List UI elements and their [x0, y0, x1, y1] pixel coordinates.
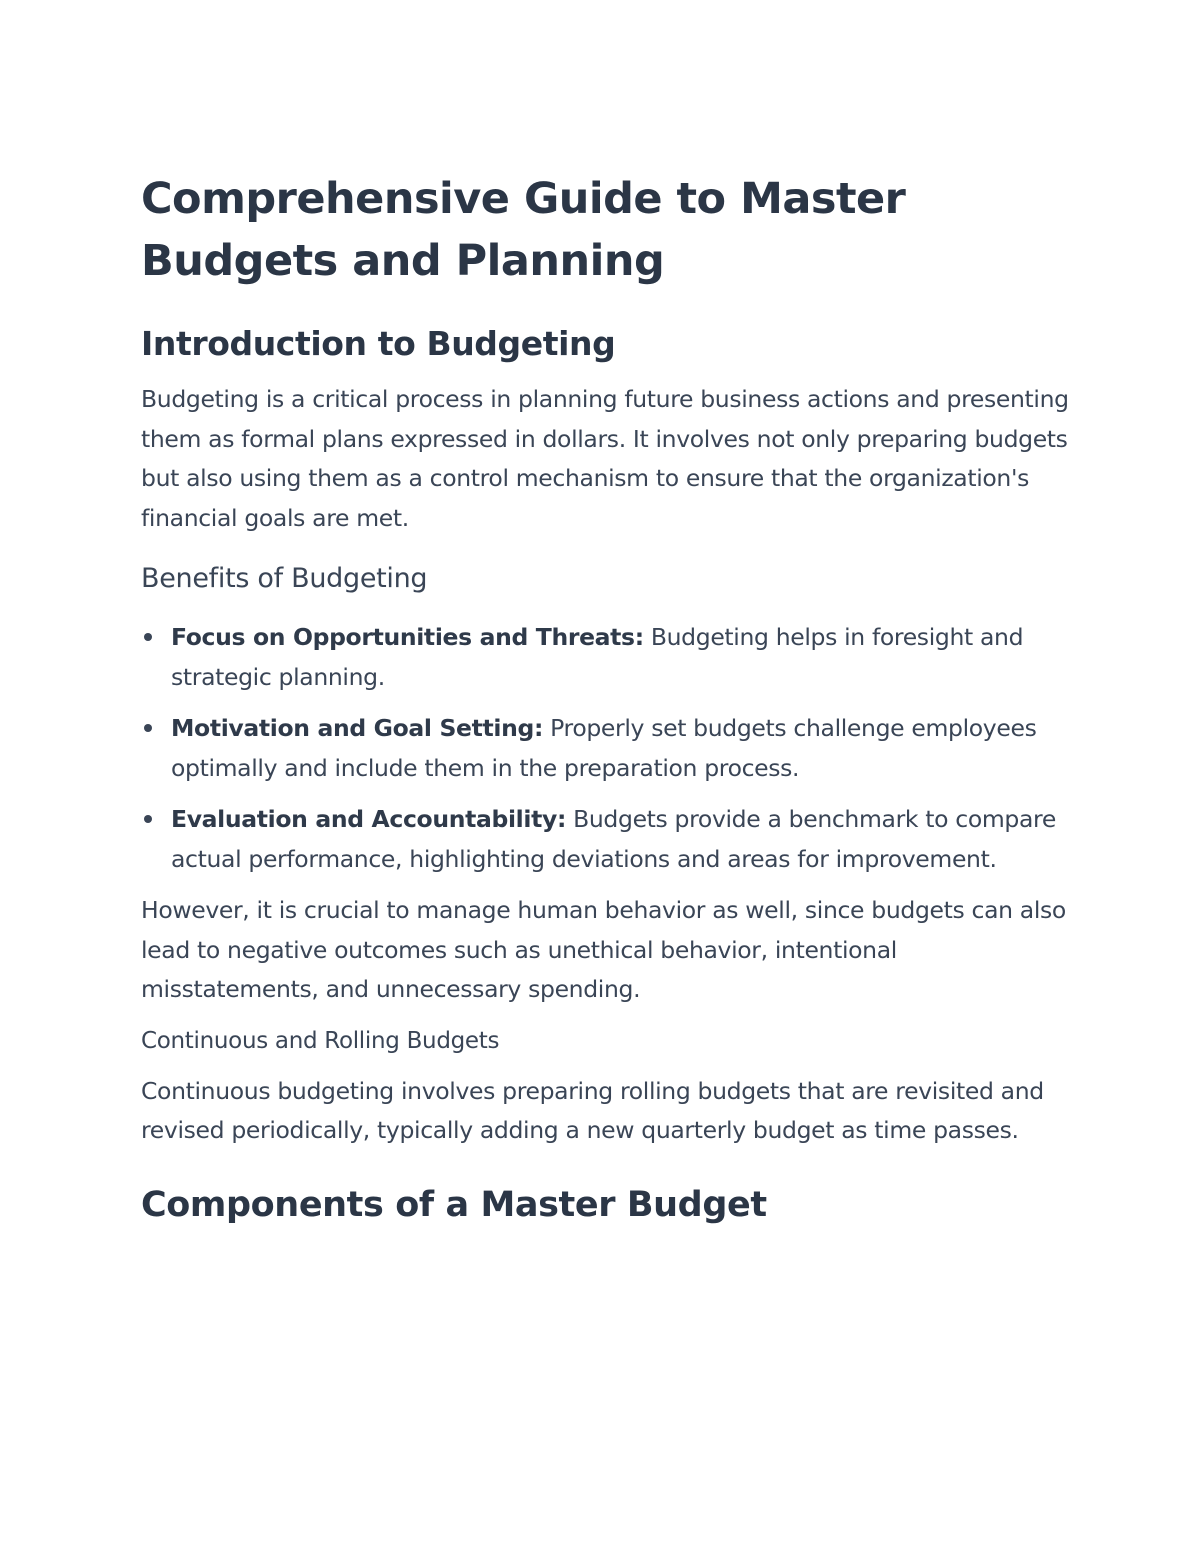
list-item: [141, 709, 1071, 788]
bullet-icon: [144, 724, 152, 732]
continuous-heading: Continuous and Rolling Budgets: [141, 1027, 500, 1054]
list-item: [141, 618, 1071, 697]
benefit-term: Evaluation and Accountability:: [171, 805, 566, 833]
benefits-heading: Benefits of Budgeting: [141, 563, 428, 594]
bullet-icon: [144, 633, 152, 641]
page-title: Comprehensive Guide to Master Budgets and Planning: [141, 174, 906, 286]
however-paragraph: However, it is crucial to manage human behavior as well, since budgets can also lead to negative outcomes such as unethical behavior, intentional misstatements, and unnecessary spending.: [141, 896, 1066, 1003]
benefit-text: Budgeting helps in foresight and strategic planning.: [171, 623, 1024, 691]
components-heading: Components of a Master Budget: [141, 1184, 767, 1225]
benefit-text: Properly set budgets challenge employees optimally and include them in the preparation process.: [171, 714, 1037, 782]
benefit-term: Focus on Opportunities and Threats:: [171, 623, 644, 651]
intro-paragraph: Budgeting is a critical process in planning future business actions and presenting them as formal plans expressed in dollars. It involves not only preparing budgets but also using them as a control mechanism to ensure that the organization's financial goals are met.: [141, 385, 1069, 532]
list-item: [141, 800, 1071, 879]
bullet-icon: [144, 815, 152, 823]
benefits-list: [141, 618, 1071, 879]
benefit-text: Budgets provide a benchmark to compare actual performance, highlighting deviations and areas for improvement.: [171, 805, 1056, 873]
continuous-paragraph: Continuous budgeting involves preparing rolling budgets that are revisited and revised periodically, typically adding a new quarterly budget as time passes.: [141, 1076, 1044, 1144]
benefit-term: Motivation and Goal Setting:: [171, 714, 543, 742]
document-page: [141, 168, 1071, 1227]
intro-heading: Introduction to Budgeting: [141, 324, 616, 363]
